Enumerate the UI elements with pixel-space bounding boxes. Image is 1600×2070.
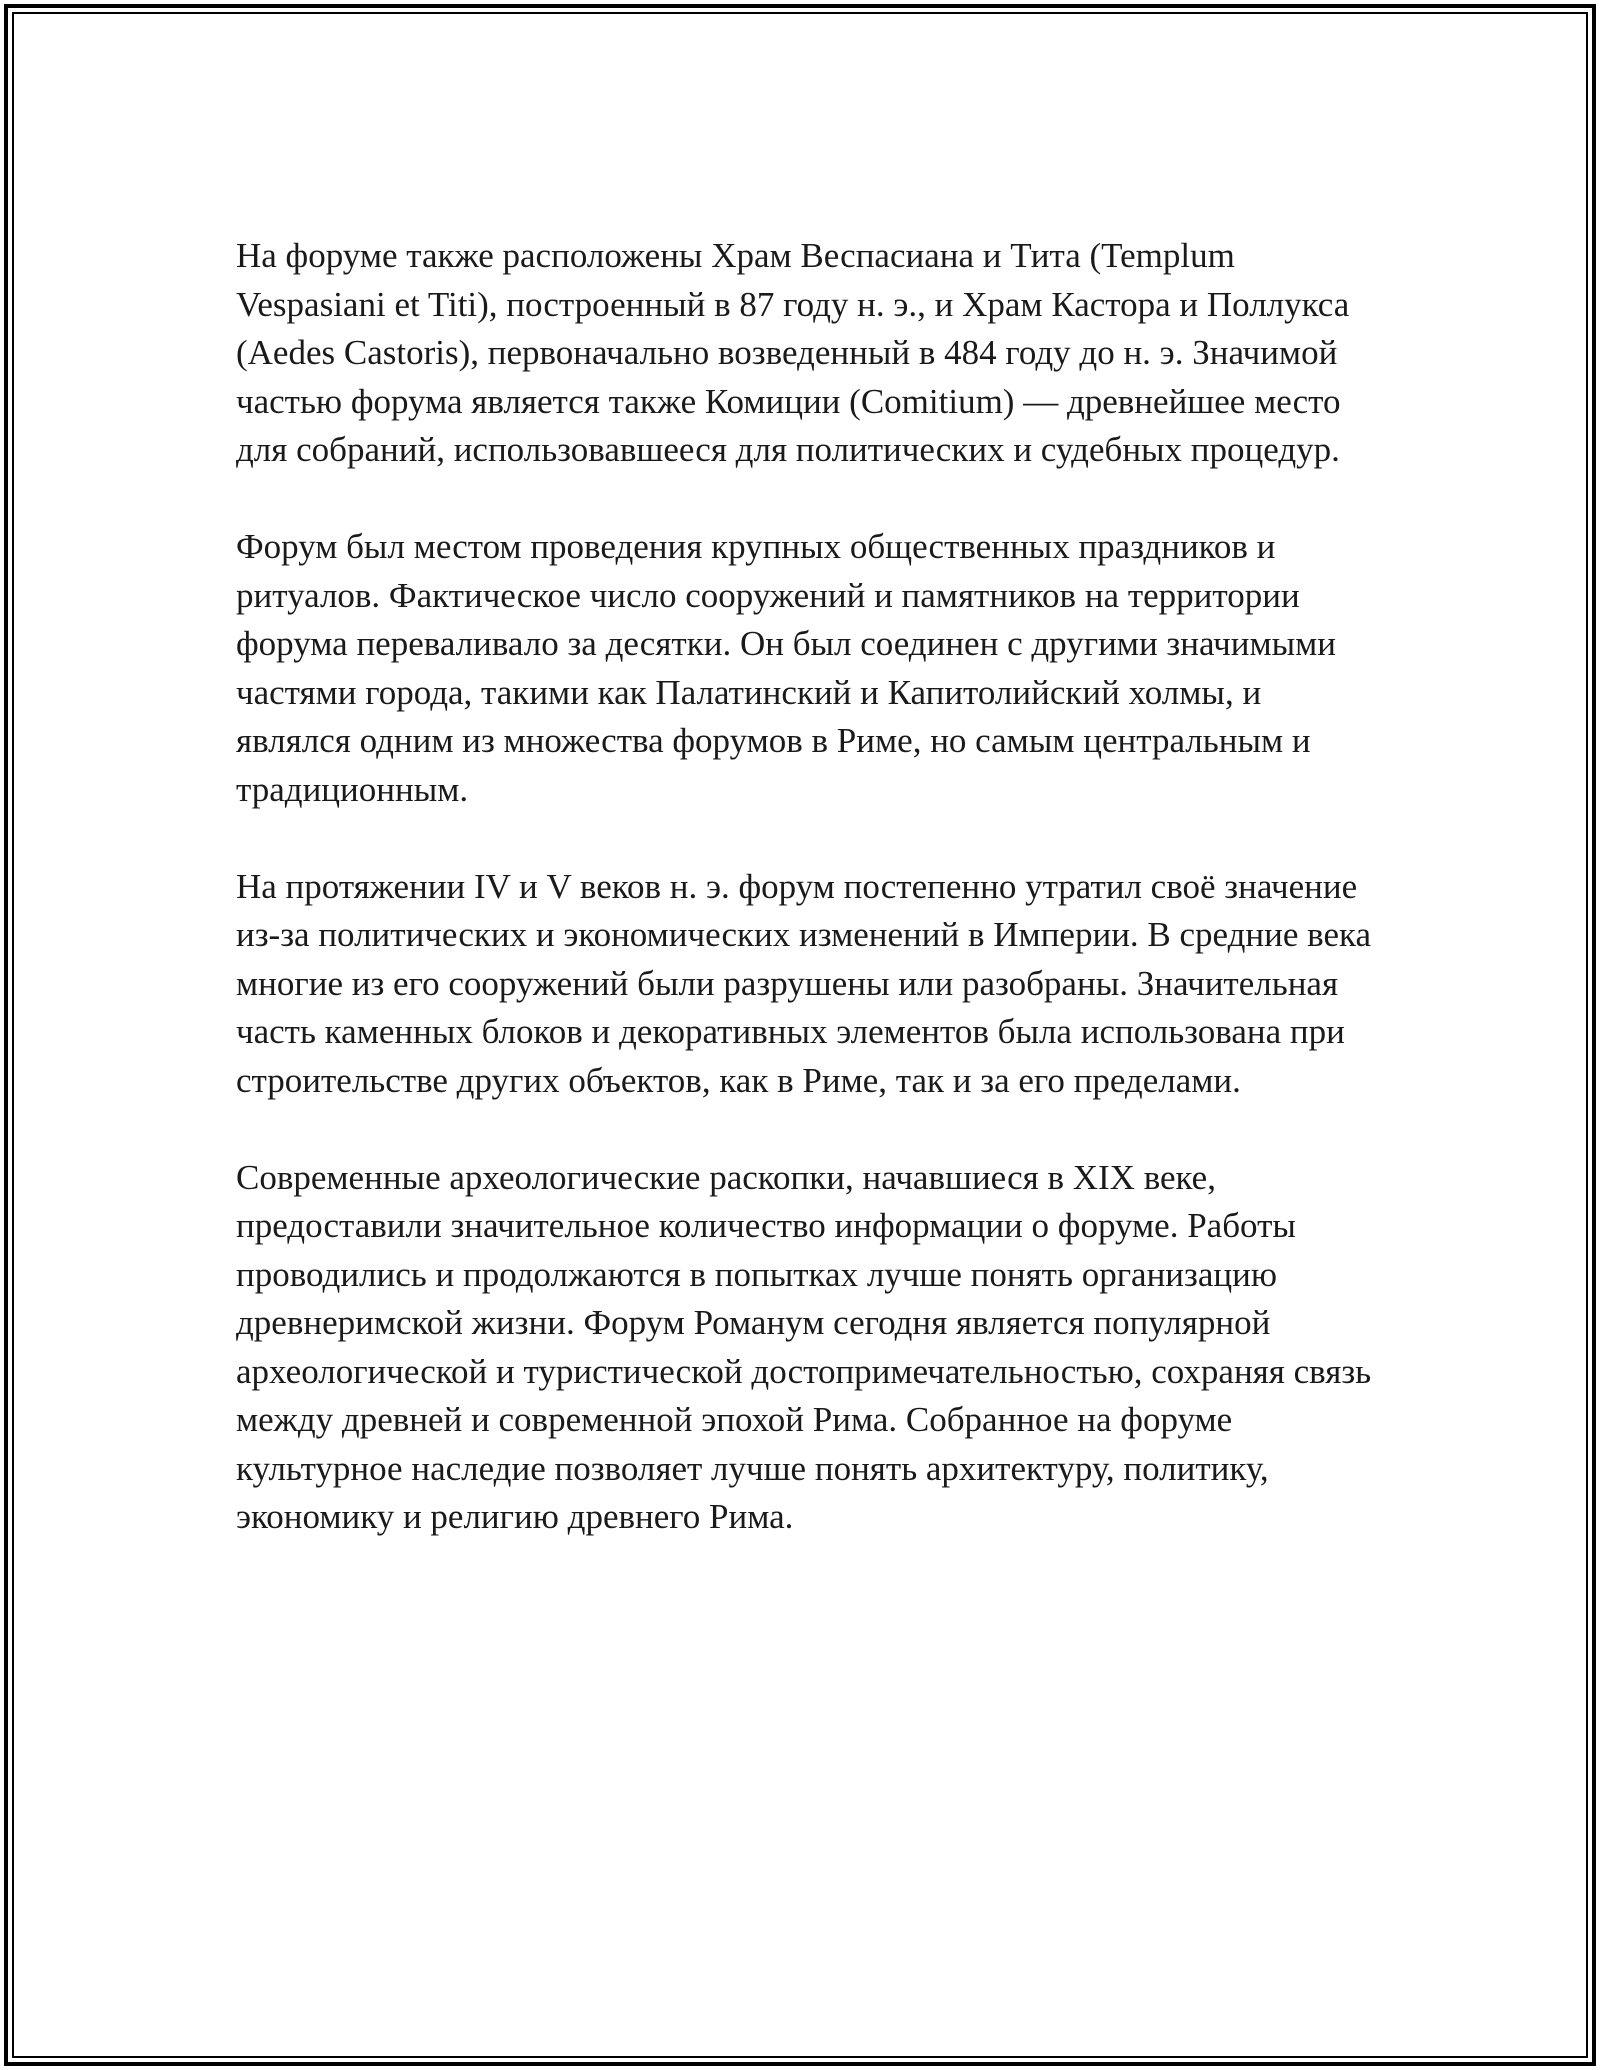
paragraph-temples-comitium: На форуме также расположены Храм Веспасиана и Тита (Templum Vespasiani et Titi), построенный в 87 году н. э., и Храм Кастора и Поллукса (Aedes Castoris), первоначально возведенный в 484 году до н. э. Значимой частью форума является также Комиции (Comitium) — древнейшее место для собраний, использовавшееся для политических и судебных процедур. xyxy=(236,236,1350,469)
paragraph-decline: На протяжении IV и V веков н. э. форум постепенно утратил своё значение из-за политических и экономических изменений в Империи. В средние века многие из его сооружений были разрушены или разобраны. Значительная часть каменных блоков и декоративных элементов была использована при строительстве других объектов, как в Риме, так и за его пределами. xyxy=(236,866,1372,1100)
document-body xyxy=(236,232,1376,1542)
paragraph-festivals-rituals: Форум был местом проведения крупных общественных праздников и ритуалов. Фактическое число сооружений и памятников на территории форума переваливало за десятки. Он был соединен с другими значимыми частями города, такими как Палатинский и Капитолийский холмы, и являлся одним из множества форумов в Риме, но самым центральным и традиционным. xyxy=(236,527,1336,809)
paragraph-excavations: Современные археологические раскопки, начавшиеся в XIX веке, предоставили значительное количество информации о форуме. Работы проводились и продолжаются в попытках лучше понять организацию древнеримской жизни. Форум Романум сегодня является популярной археологической и туристической достопримечательностью, сохраняя связь между древней и современной эпохой Рима. Собранное на форуме культурное наследие позволяет лучше понять архитектуру, политику, экономику и религию древнего Рима. xyxy=(236,1157,1372,1536)
